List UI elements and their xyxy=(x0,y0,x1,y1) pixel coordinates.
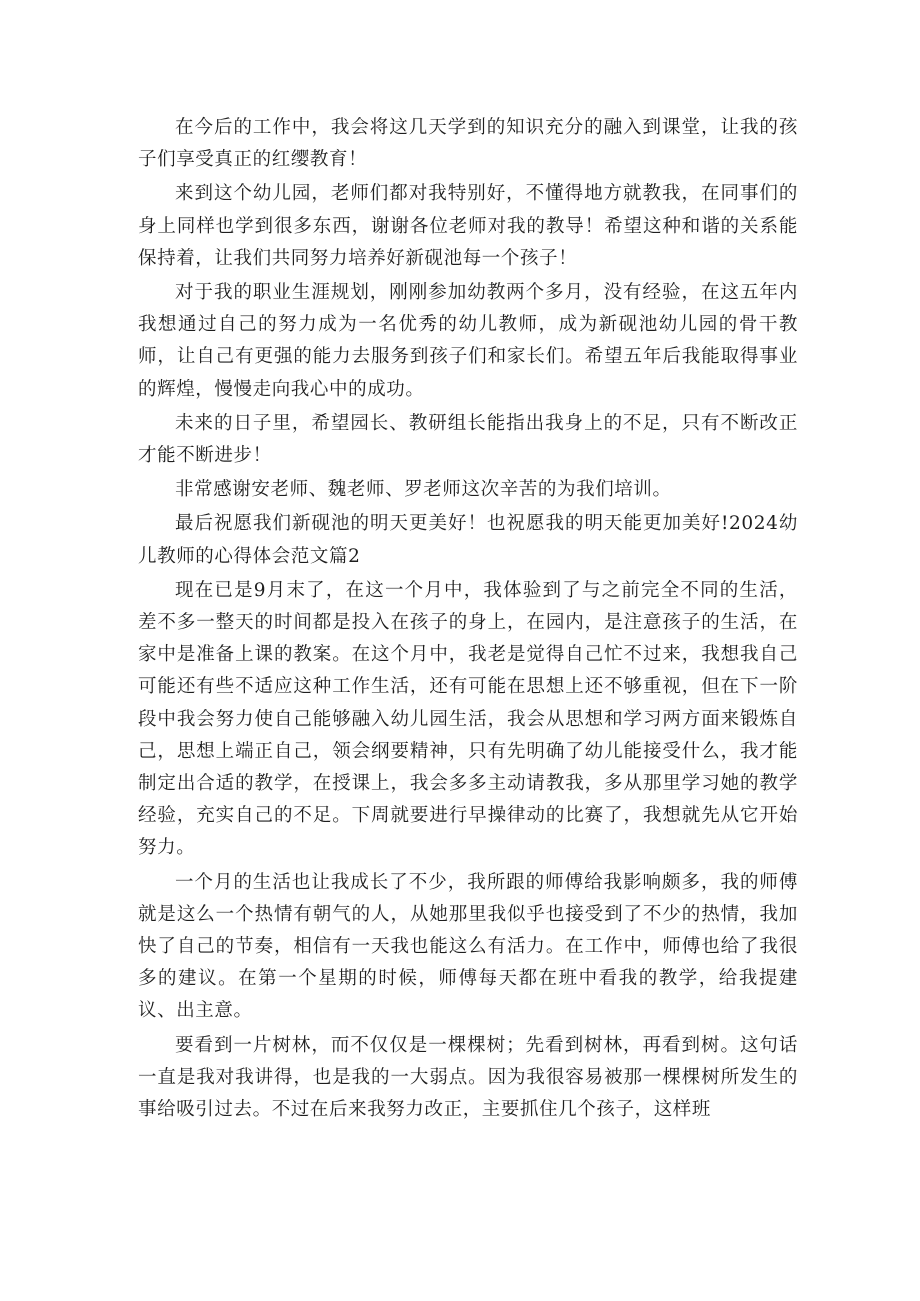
document-body xyxy=(138,112,798,1126)
paragraph-1: 在今后的工作中，我会将这几天学到的知识充分的融入到课堂，让我的孩子们享受真正的红缨教育！ xyxy=(138,117,798,171)
paragraph-6: 最后祝愿我们新砚池的明天更美好！也祝愿我的明天能更加美好!2024幼儿教师的心得体会范文篇2 xyxy=(138,513,798,567)
paragraph-4: 未来的日子里，希望园长、教研组长能指出我身上的不足，只有不断改正才能不断进步！ xyxy=(138,412,798,467)
paragraph-9: 要看到一片树林，而不仅仅是一棵棵树；先看到树林，再看到树。这句话一直是我对我讲得，也是我的一大弱点。因为我很容易被那一棵棵树所发生的事给吸引过去。不过在后来我努力改正，主要抓住几个孩子，这样班 xyxy=(138,1034,798,1121)
paragraph-8: 一个月的生活也让我成长了不少，我所跟的师傅给我影响颇多，我的师傅就是这么一个热情有朝气的人，从她那里我似乎也接受到了不少的热情，我加快了自己的节奏，相信有一天我也能这么有活力。在工作中，师傅也给了我很多的建议。在第一个星期的时候，师傅每天都在班中看我的教学，给我提建议、出主意。 xyxy=(138,871,798,1022)
paragraph-7: 现在已是9月末了，在这一个月中，我体验到了与之前完全不同的生活，差不多一整天的时间都是投入在孩子的身上，在园内，是注意孩子的生活，在家中是准备上课的教案。在这个月中，我老是觉得自己忙不过来，我想我自己可能还有些不适应这种工作生活，还有可能在思想上还不够重视，但在下一阶段中我会努力使自己能够融入幼儿园生活，我会从思想和学习两方面来锻炼自己，思想上端正自己，领会纲要精神，只有先明确了幼儿能接受什么，我才能制定出合适的教学，在授课上，我会多多主动请教我，多从那里学习她的教学经验，充实自己的不足。下周就要进行早操律动的比赛了，我想就先从它开始努力。 xyxy=(138,579,798,859)
paragraph-3: 对于我的职业生涯规划，刚刚参加幼教两个多月，没有经验，在这五年内我想通过自己的努力成为一名优秀的幼儿教师，成为新砚池幼儿园的骨干教师，让自己有更强的能力去服务到孩子们和家长们。希望五年后我能取得事业的辉煌，慢慢走向我心中的成功。 xyxy=(138,282,798,400)
paragraph-5: 非常感谢安老师、魏老师、罗老师这次辛苦的为我们培训。 xyxy=(175,479,672,501)
paragraph-2: 来到这个幼儿园，老师们都对我特别好，不懂得地方就教我，在同事们的身上同样也学到很多东西，谢谢各位老师对我的教导！希望这种和谐的关系能保持着，让我们共同努力培养好新砚池每一个孩子！ xyxy=(138,183,798,269)
